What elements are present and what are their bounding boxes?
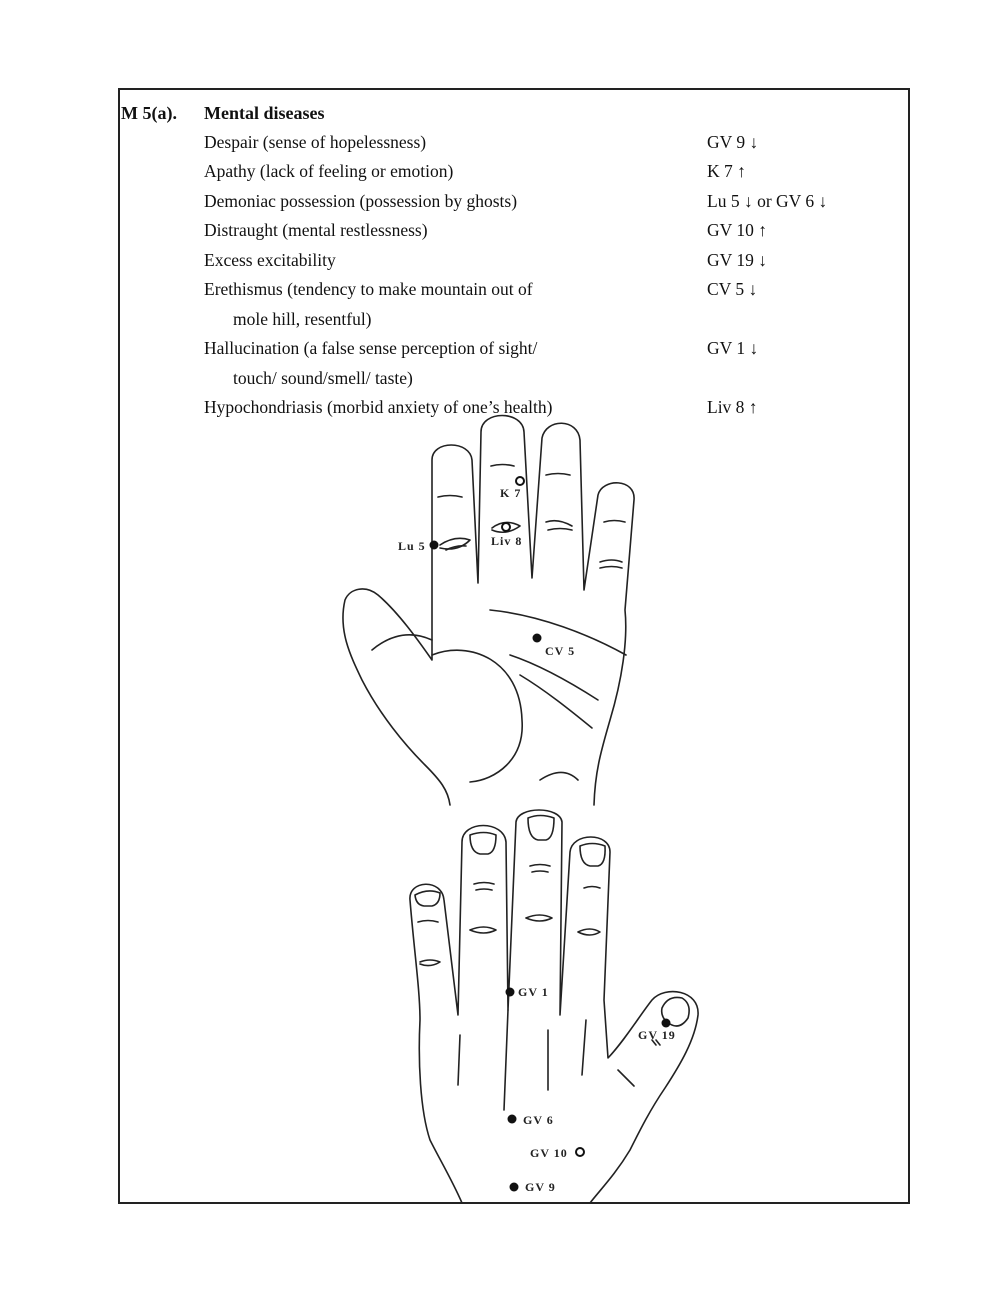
label-gv1: GV 1 (518, 985, 549, 999)
back-hand-outline (410, 810, 698, 1203)
life-line (520, 675, 592, 728)
label-gv6: GV 6 (523, 1113, 554, 1127)
thenar-line (432, 650, 522, 782)
points-hallucination: GV 1 ↓ (707, 338, 759, 358)
point-k7-marker (516, 477, 524, 485)
label-gv9: GV 9 (525, 1180, 556, 1194)
points-hypochondriasis: Liv 8 ↑ (707, 397, 758, 417)
points-erethismus: CV 5 ↓ (707, 279, 758, 299)
condition-hypochondriasis: Hypochondriasis (morbid anxiety of one’s health) (204, 397, 553, 417)
condition-erethismus-cont: mole hill, resentful) (233, 309, 372, 329)
condition-apathy: Apathy (lack of feeling or emotion) (204, 161, 454, 181)
point-gv1-marker (506, 988, 515, 997)
points-apathy: K 7 ↑ (707, 161, 746, 181)
section-code: M 5(a). (121, 103, 177, 123)
section-title: Mental diseases (204, 103, 325, 123)
label-liv8: Liv 8 (491, 534, 523, 548)
point-gv19-marker (662, 1019, 671, 1028)
points-excitability: GV 19 ↓ (707, 250, 767, 270)
condition-hallucination-cont: touch/ sound/smell/ taste) (233, 368, 413, 388)
wrist-crease (540, 773, 578, 781)
nail-ring (580, 844, 605, 867)
label-cv5: CV 5 (545, 644, 576, 658)
label-gv19: GV 19 (638, 1028, 676, 1042)
points-despair: GV 9 ↓ (707, 132, 759, 152)
condition-erethismus: Erethismus (tendency to make mountain out of (204, 279, 533, 299)
label-lu5: Lu 5 (398, 539, 426, 553)
point-gv10-marker (576, 1148, 584, 1156)
point-gv6-marker (508, 1115, 517, 1124)
nail-little (415, 891, 440, 906)
points-distraught: GV 10 ↑ (707, 220, 767, 240)
point-cv5-marker (533, 634, 542, 643)
point-gv9-marker (510, 1183, 519, 1192)
condition-despair: Despair (sense of hopelessness) (204, 132, 427, 152)
palm-outline (343, 416, 634, 806)
points-demoniac: Lu 5 ↓ or GV 6 ↓ (707, 191, 828, 211)
condition-demoniac: Demoniac possession (possession by ghosts) (204, 191, 518, 211)
nail-middle (528, 816, 554, 841)
point-liv8-marker (502, 523, 510, 531)
label-gv10: GV 10 (530, 1146, 568, 1160)
condition-excitability: Excess excitability (204, 250, 336, 270)
point-lu5-marker (430, 541, 439, 550)
condition-distraught: Distraught (mental restlessness) (204, 220, 428, 240)
label-k7: K 7 (500, 486, 522, 500)
condition-hallucination: Hallucination (a false sense perception of sight/ (204, 338, 538, 358)
nail-index (470, 833, 496, 855)
